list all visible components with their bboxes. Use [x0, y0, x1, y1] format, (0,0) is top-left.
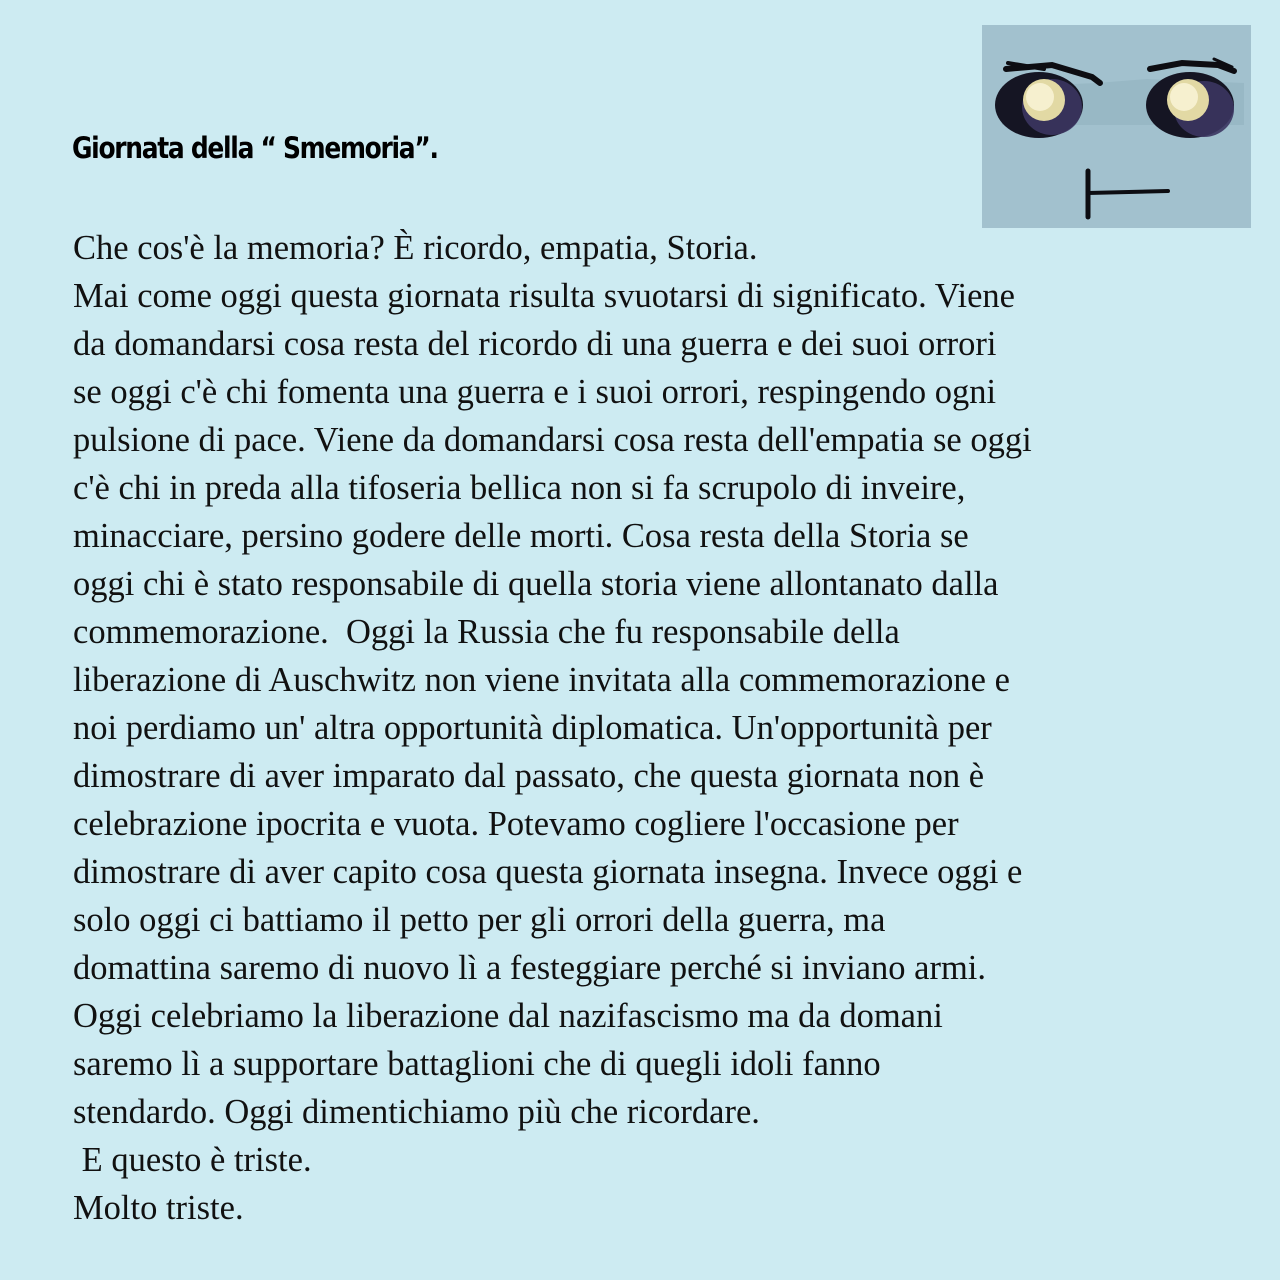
document-title: Giornata della “ Smemoria”.: [72, 131, 438, 165]
body-line: liberazione di Auschwitz non viene invitata alla commemorazione e: [73, 661, 1010, 699]
body-line: celebrazione ipocrita e vuota. Potevamo cogliere l'occasione per: [73, 805, 959, 843]
cartoon-face-icon: [982, 25, 1251, 228]
body-line: stendardo. Oggi dimentichiamo più che ricordare.: [73, 1093, 760, 1131]
body-text: [73, 224, 1273, 1232]
body-line: pulsione di pace. Viene da domandarsi cosa resta dell'empatia se oggi: [73, 421, 1032, 459]
body-line: solo oggi ci battiamo il petto per gli orrori della guerra, ma: [73, 901, 886, 939]
body-line: dimostrare di aver imparato dal passato, che questa giornata non è: [73, 757, 985, 795]
body-line: da domandarsi cosa resta del ricordo di una guerra e dei suoi orrori: [73, 325, 997, 363]
body-line: c'è chi in preda alla tifoseria bellica non si fa scrupolo di inveire,: [73, 469, 966, 507]
body-line: E questo è triste.: [73, 1141, 312, 1179]
body-line: Molto triste.: [73, 1189, 244, 1227]
body-line: noi perdiamo un' altra opportunità diplomatica. Un'opportunità per: [73, 709, 992, 747]
body-line: minacciare, persino godere delle morti. Cosa resta della Storia se: [73, 517, 969, 555]
body-line: saremo lì a supportare battaglioni che di quegli idoli fanno: [73, 1045, 881, 1083]
body-line: oggi chi è stato responsabile di quella storia viene allontanato dalla: [73, 565, 999, 603]
body-line: Mai come oggi questa giornata risulta svuotarsi di significato. Viene: [73, 277, 1015, 315]
body-line: se oggi c'è chi fomenta una guerra e i suoi orrori, respingendo ogni: [73, 373, 997, 411]
body-line: commemorazione. Oggi la Russia che fu responsabile della: [73, 613, 900, 651]
body-line: Oggi celebriamo la liberazione dal nazifascismo ma da domani: [73, 997, 943, 1035]
body-line: dimostrare di aver capito cosa questa giornata insegna. Invece oggi e: [73, 853, 1023, 891]
body-line: Che cos'è la memoria? È ricordo, empatia, Storia.: [73, 229, 758, 267]
body-line: domattina saremo di nuovo lì a festeggiare perché si inviano armi.: [73, 949, 987, 987]
